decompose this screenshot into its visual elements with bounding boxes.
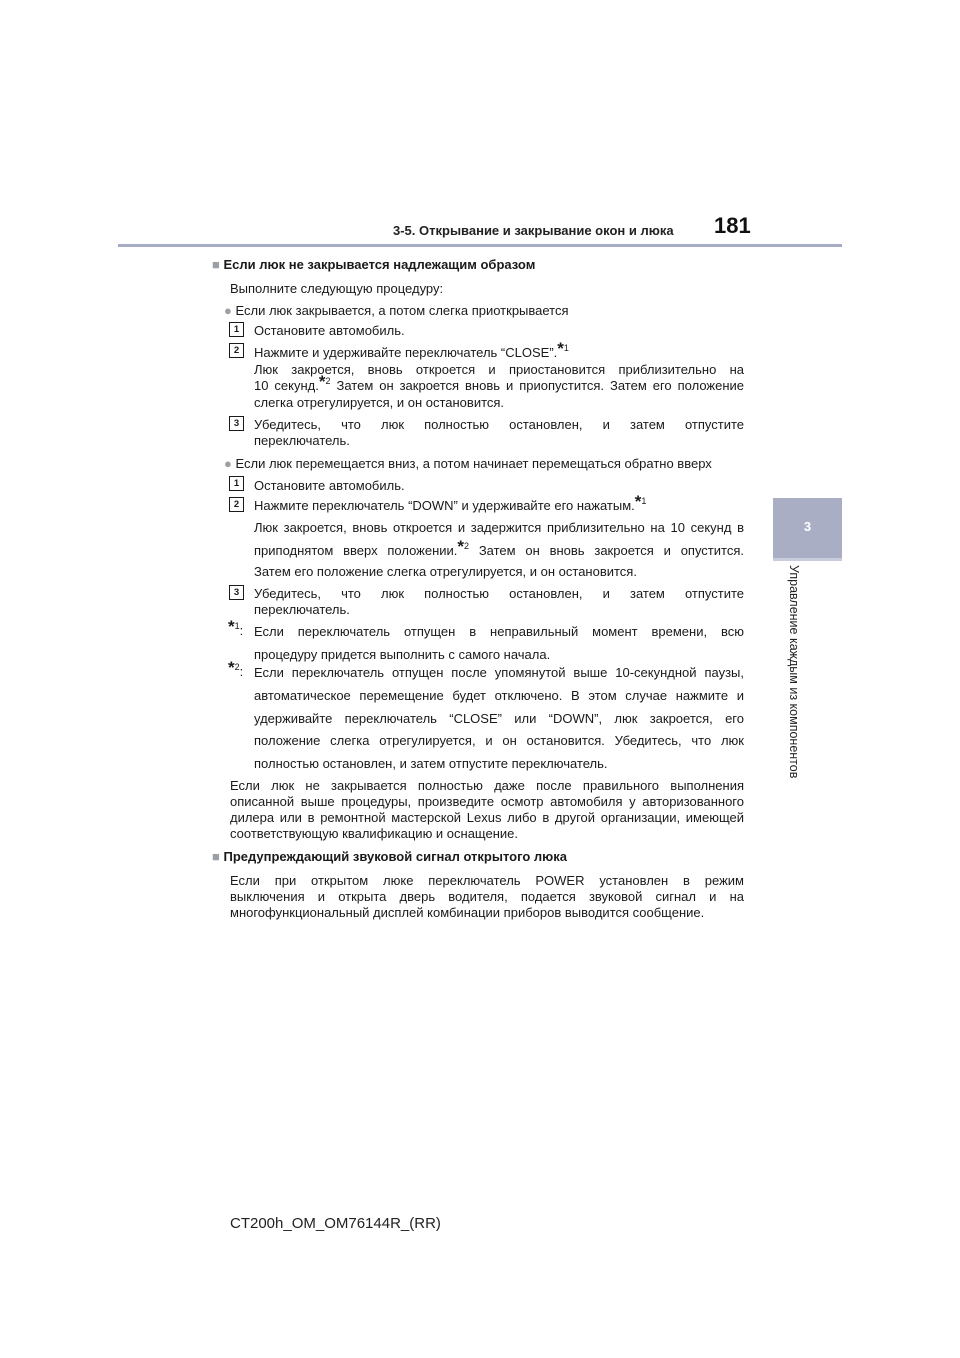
- footnote-star-icon: *: [634, 492, 642, 511]
- chapter-tab-number: 3: [803, 519, 812, 534]
- header-rule: [118, 244, 842, 247]
- step-number: 3: [233, 587, 240, 598]
- footnote2-line3: удерживайте переключатель “CLOSE” или “DOWN”, люк закроется, его: [254, 711, 744, 726]
- warning-line3: многофункциональный дисплей комбинации приборов выводится сообщение.: [230, 905, 705, 920]
- step-number-badge: [229, 585, 244, 600]
- step-number: 2: [233, 499, 240, 510]
- footnote-star-icon: *: [318, 372, 326, 391]
- case1-title-text: Если люк закрывается, а потом слегка приоткрывается: [235, 303, 569, 318]
- footnote-star-icon: *: [228, 658, 235, 677]
- square-bullet-icon: ■: [212, 849, 220, 864]
- intro-text: Выполните следующую процедуру:: [230, 281, 444, 296]
- footnote2-marker: *$^2$:: [228, 658, 244, 679]
- case2-step2-line1: [254, 492, 647, 515]
- square-bullet-icon: ■: [212, 257, 220, 272]
- case2-step1: Остановите автомобиль.: [254, 478, 405, 493]
- case2-step2-line3: [254, 537, 744, 560]
- footnote-ref: 1: [234, 621, 240, 631]
- case1-step1: Остановите автомобиль.: [254, 323, 405, 338]
- chapter-tab: [773, 498, 842, 558]
- step-number-badge: [229, 476, 244, 491]
- case2-title-text: Если люк перемещается вниз, а потом начинает перемещаться обратно вверх: [235, 456, 712, 471]
- case1-step2-line4: слегка отрегулируется, и он остановится.: [254, 395, 505, 410]
- footnote2-line2: автоматическое перемещение будет отключено. В этом случае нажмите и: [254, 688, 744, 703]
- step-number-badge: [229, 497, 244, 512]
- chapter-side-label: Управление каждым из компонентов: [787, 565, 801, 779]
- warning-line1: Если при открытом люке переключатель POWER установлен в режим: [230, 873, 744, 888]
- step-number: 1: [233, 324, 240, 335]
- closing-line2: описанной выше процедуры, произведите осмотр автомобиля у авторизованного: [230, 794, 744, 809]
- step-number-badge: [229, 343, 244, 358]
- closing-line3: дилера или в ремонтной мастерской Lexus либо в другой организации, имеющей: [230, 810, 744, 825]
- case1-step3-line1: Убедитесь, что люк полностью остановлен, и затем отпустите: [254, 417, 744, 432]
- closing-line4: соответствующую квалификацию и оснащение.: [230, 826, 518, 841]
- footnote1-line2: процедуру придется выполнить с самого начала.: [254, 647, 551, 662]
- step-text: 10 секунд.: [254, 378, 319, 393]
- case1-step2-line1: [254, 339, 569, 362]
- section-heading-text: Если люк не закрывается надлежащим образом: [223, 257, 536, 272]
- step-text: Нажмите переключатель “DOWN” и удерживайте его нажатым.: [254, 498, 635, 513]
- footnote2-line5: полностью остановлен, и затем отпустите переключатель.: [254, 756, 608, 771]
- step-text: приподнятом вверх положении.: [254, 543, 458, 558]
- case1-step2-line3: [254, 372, 745, 395]
- footnote1-line1: Если переключатель отпущен в неправильный момент времени, всю: [254, 624, 744, 639]
- circle-bullet-icon: ●: [224, 456, 232, 471]
- step-text: Затем он закроется вновь и приопустится. Затем его положение: [336, 378, 745, 393]
- footnote-ref: 2: [234, 662, 240, 672]
- footnote-ref: 1: [641, 496, 647, 506]
- case2-step2-line4: Затем его положение слегка отрегулируется, и он остановится.: [254, 564, 637, 579]
- footnote2-line1: Если переключатель отпущен после упомянутой выше 10-секундной паузы,: [254, 665, 744, 680]
- step-number-badge: [229, 322, 244, 337]
- step-number: 2: [233, 345, 240, 356]
- case2-title: [224, 455, 712, 473]
- step-number: 3: [233, 418, 240, 429]
- footnote-star-icon: *: [228, 617, 235, 636]
- section-heading-text: Предупреждающий звуковой сигнал открытого люка: [223, 849, 568, 864]
- footnote2-line4: положение слегка отрегулируется, и он остановится. Убедитесь, что люк: [254, 733, 744, 748]
- circle-bullet-icon: ●: [224, 303, 232, 318]
- closing-line1: Если люк не закрывается полностью даже после правильного выполнения: [230, 778, 744, 793]
- case2-step3-line1: Убедитесь, что люк полностью остановлен, и затем отпустите: [254, 586, 744, 601]
- footnote-star-icon: *: [457, 537, 465, 556]
- case2-step2-line2: Люк закроется, вновь откроется и задержится приблизительно на 10 секунд в: [254, 520, 744, 535]
- step-number-badge: [229, 416, 244, 431]
- step-number: 1: [233, 478, 240, 489]
- footnote-ref: 2: [325, 376, 331, 386]
- document-code: CT200h_OM_OM76144R_(RR): [230, 1215, 441, 1232]
- section-heading-not-closing: [212, 256, 535, 274]
- case2-step3-line2: переключатель.: [254, 602, 350, 617]
- footnote-star-icon: *: [557, 339, 564, 358]
- case1-step3-line2: переключатель.: [254, 433, 350, 448]
- footnote-ref: 1: [563, 343, 569, 353]
- footnote1-marker: *$^1$:: [228, 617, 244, 638]
- warning-line2: выключения и открыта дверь водителя, подается звуковой сигнал и на: [230, 889, 744, 904]
- step-text: Затем он вновь закроется и опустится.: [478, 543, 744, 558]
- case1-title: [224, 302, 569, 320]
- footnote-ref: 2: [464, 541, 470, 551]
- chapter-title: 3-5. Открывание и закрывание окон и люка: [393, 223, 674, 238]
- section-heading-warning: [212, 848, 567, 866]
- chapter-tab-rule: [773, 558, 842, 561]
- case1-step2-line2: Люк закроется, вновь откроется и приостановится приблизительно на: [254, 362, 744, 377]
- step-text: Нажмите и удерживайте переключатель “CLOSE”.: [254, 345, 558, 360]
- page-number: 181: [714, 213, 751, 238]
